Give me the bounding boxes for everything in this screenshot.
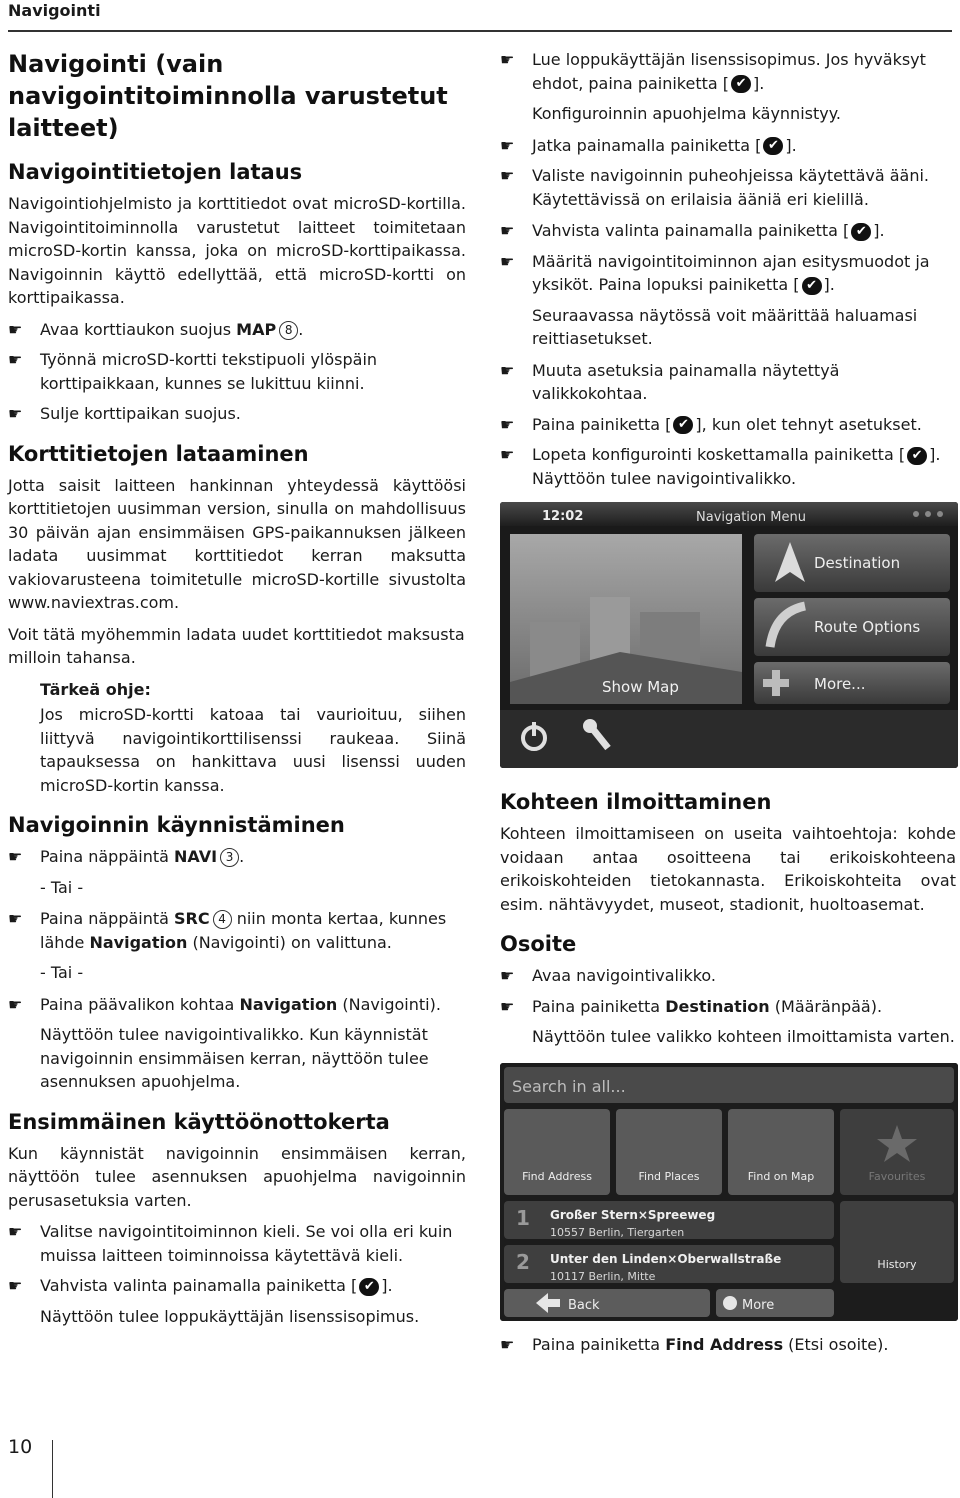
key-number: 4: [213, 910, 232, 929]
menu-title: Navigation Menu: [696, 510, 806, 525]
power-button[interactable]: [516, 716, 554, 760]
hand-pointer-icon: ☛: [8, 847, 23, 866]
step: ☛ Sulje korttipaikan suojus.: [8, 402, 466, 426]
step: ☛ Työnnä microSD-kortti tekstipuoli ylöspäin korttipaikkaan, kunnes se lukittuu kiinni.: [8, 350, 378, 393]
hand-pointer-icon: ☛: [500, 414, 515, 434]
step: ☛ Vahvista valinta painamalla painiketta [ ✔ ].: [8, 1274, 466, 1298]
step: ☛ Muuta asetuksia painamalla näytettyä valikkokohtaa.: [500, 360, 840, 403]
hand-pointer-icon: ☛: [8, 1222, 23, 1241]
find-on-map-button[interactable]: Find on Map: [747, 1170, 815, 1183]
hand-pointer-icon: ☛: [500, 966, 515, 985]
hand-pointer-icon: ☛: [500, 50, 515, 69]
section-title-start-navigation: Navigoinnin käynnistäminen: [8, 813, 345, 837]
hand-pointer-icon: ☛: [500, 445, 515, 464]
checkmark-icon: ✔: [851, 223, 871, 241]
left-column: [8, 48, 466, 1336]
hand-pointer-icon: ☛: [500, 221, 515, 240]
or-text: - Tai -: [40, 877, 84, 897]
route-options-button[interactable]: Route Options: [814, 618, 921, 636]
step: ☛ Paina painiketta Destination (Määränpää).: [500, 995, 956, 1019]
checkmark-icon: ✔: [673, 416, 693, 434]
checkmark-icon: ✔: [763, 137, 783, 155]
key-number: 8: [279, 321, 298, 340]
hand-pointer-icon: ☛: [8, 319, 23, 339]
step: ☛ Määritä navigointitoiminnon ajan esitysmuodot ja yksiköt. Paina lopuksi painiketta [ ✔ ].: [500, 251, 930, 294]
or-text: - Tai -: [40, 963, 84, 982]
step: ☛ Vahvista valinta painamalla painiketta [ ✔ ].: [500, 219, 956, 243]
step: ☛ Paina painiketta Find Address (Etsi osoite).: [500, 1333, 956, 1357]
step: ☛ Valitse navigointitoiminnon kieli. Se voi olla eri kuin muissa laitteen toiminnoissa käytettävä kieli.: [8, 1222, 453, 1265]
hand-pointer-icon: ☛: [500, 251, 515, 271]
paragraph: Voit tätä myöhemmin ladata uudet korttitiedot maksusta milloin tahansa.: [8, 624, 465, 667]
hand-pointer-icon: ☛: [8, 909, 23, 928]
settings-button[interactable]: [580, 716, 618, 760]
checkmark-icon: ✔: [802, 277, 822, 295]
status-icon: [913, 511, 919, 517]
hand-pointer-icon: ☛: [8, 994, 23, 1014]
right-column: [500, 48, 956, 1363]
key-number: 3: [220, 848, 239, 867]
note: Näyttöön tulee valikko kohteen ilmoittamista varten.: [532, 1027, 955, 1046]
history-row-2[interactable]: 2 Unter den Linden×Oberwallstraße 10117 Berlin, Mitte: [516, 1249, 782, 1283]
hand-pointer-icon: ☛: [500, 996, 515, 1016]
status-icon: [937, 511, 943, 517]
hand-pointer-icon: ☛: [500, 360, 515, 380]
header-rule: [8, 30, 952, 32]
section-title-download: Navigointitietojen lataus: [8, 160, 303, 184]
page-number: 10: [8, 1436, 33, 1458]
find-places-button[interactable]: Find Places: [638, 1170, 700, 1183]
section-title-destination: Kohteen ilmoittaminen: [500, 790, 772, 814]
note: Näyttöön tulee loppukäyttäjän lisenssisopimus.: [40, 1306, 420, 1326]
step: ☛ Valiste navigoinnin puheohjeissa käytettävä ääni.: [500, 164, 956, 188]
step: ☛ Avaa korttiaukon suojus MAP 8 .: [8, 318, 466, 342]
more-button[interactable]: More...: [814, 675, 866, 693]
destination-menu-screenshot: [500, 1063, 958, 1321]
more-options-button[interactable]: More: [742, 1297, 775, 1313]
step: ☛ Paina päävalikon kohtaa Navigation (Navigointi).: [8, 993, 466, 1017]
important-title: Tärkeä ohje:: [40, 679, 151, 699]
step: ☛ Jatka painamalla painiketta [ ✔ ].: [500, 134, 956, 158]
hand-pointer-icon: ☛: [500, 135, 515, 155]
status-icon: [925, 511, 931, 517]
history-button[interactable]: History: [877, 1258, 917, 1271]
note: Käytettävissä on erilaisia ääniä eri kielillä.: [532, 189, 869, 209]
note: Näyttöön tulee navigointivalikko. Kun käynnistät navigoinnin ensimmäisen kerran, näyttöön tulee asennuksen apuohjelma.: [40, 1025, 429, 1091]
history-row-1[interactable]: 1 Großer Stern×Spreeweg 10557 Berlin, Tiergarten: [516, 1205, 716, 1239]
destination-button[interactable]: Destination: [814, 554, 901, 572]
find-address-button[interactable]: Find Address: [522, 1170, 592, 1183]
hand-pointer-icon: ☛: [8, 350, 23, 369]
hand-pointer-icon: ☛: [500, 1334, 515, 1354]
step: ☛ Paina painiketta [ ✔ ], kun olet tehnyt asetukset.: [500, 413, 956, 437]
favourites-button[interactable]: Favourites: [868, 1170, 926, 1183]
step: ☛ Lopeta konfigurointi koskettamalla painiketta [ ✔ ].: [500, 443, 956, 467]
page-number-rule: [52, 1440, 53, 1498]
section-title-first-use: Ensimmäinen käyttöönottokerta: [8, 1109, 390, 1134]
important-text: Jos microSD-kortti katoaa tai vaurioituu, siihen liittyvä navigointikorttilisenssi raukeaa. Siinä tapauksessa on hankittava uusi lisenssi uuden microSD-kortin kanssa.: [40, 705, 466, 795]
step: ☛ Lue loppukäyttäjän lisenssisopimus. Jos hyväksyt ehdot, paina painiketta [ ✔ ].: [500, 50, 926, 93]
hand-pointer-icon: ☛: [500, 166, 515, 185]
checkmark-icon: ✔: [359, 1278, 379, 1296]
note: Näyttöön tulee navigointivalikko.: [532, 468, 797, 488]
show-map-button[interactable]: Show Map: [602, 678, 679, 696]
navigation-menu-screenshot: [500, 502, 958, 768]
section-title-address: Osoite: [500, 932, 577, 956]
paragraph: Kohteen ilmoittamiseen on useita vaihtoehtoja: kohde voidaan antaa osoitteena tai erikoiskohteena erikoiskohteiden tietokannasta. Erikoiskohteita ovat esim. nähtävyydet, museot, stadionit, huoltoasemat.: [500, 824, 956, 914]
running-header: Navigointi: [8, 1, 101, 20]
note: Seuraavassa näytössä voit määrittää haluamasi reittiasetukset.: [532, 305, 918, 348]
back-button[interactable]: Back: [568, 1297, 600, 1313]
checkmark-icon: ✔: [907, 447, 927, 465]
paragraph: Jotta saisit laitteen hankinnan yhteydessä käyttöösi korttitietojen uusimman version, sinulla on mahdollisuus 30 päivän ajan ensimmäisen GPS-paikannuksen jälkeen ladata uusimmat korttitiedot kerran maksutta vakiovarusteena toimitetulle microSD-kortille sivustolta www.naviextras.com.: [8, 475, 466, 612]
note: Konfiguroinnin apuohjelma käynnistyy.: [532, 104, 841, 123]
step: ☛ Paina näppäintä SRC 4 niin monta kertaa, kunnes lähde Navigation (Navigointi) on valittuna.: [8, 909, 447, 952]
step: ☛ Avaa navigointivalikko.: [500, 964, 956, 988]
page-title: Navigointi (vain navigointitoiminnolla varustetut laitteet): [8, 50, 448, 142]
section-title-map-download: Korttitietojen lataaminen: [8, 441, 309, 466]
clock: 12:02: [542, 509, 584, 524]
search-input[interactable]: Search in all...: [512, 1076, 626, 1096]
paragraph: Kun käynnistät navigoinnin ensimmäisen kerran, näyttöön tulee asennuksen apuohjelma navigoinnin perusasetuksia varten.: [8, 1143, 466, 1210]
hand-pointer-icon: ☛: [8, 404, 23, 423]
paragraph: Navigointiohjelmisto ja korttitiedot ovat microSD-kortilla. Navigointitoiminnolla varustetut laitteet toimitetaan microSD-kortin kanssa, joka on microSD-korttipaikassa. Navigoinnin käyttö edellyttää, että microSD-kortti on korttipaikassa.: [8, 194, 466, 307]
step: ☛ Paina näppäintä NAVI 3 .: [8, 845, 466, 869]
checkmark-icon: ✔: [731, 75, 751, 93]
hand-pointer-icon: ☛: [8, 1276, 23, 1295]
